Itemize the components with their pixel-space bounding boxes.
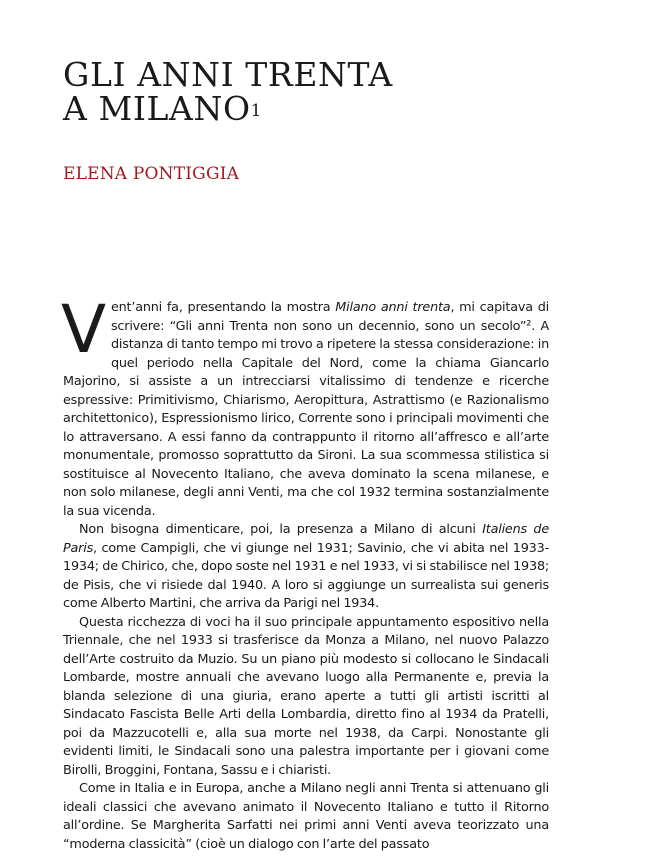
article-title	[63, 55, 483, 128]
paragraph-2-text-b: , come Campigli, che vi giunge nel 1931; Savinio, che vi abita nel 1933-1934; de Chirico, che, dopo soste nel 1931 e nel 1933, vi si stabilisce nel 1938; de Pisis, che vi risiede dal 1940. A loro si aggiunge un surrealista sui generis come Alberto Martini, che arriva da Parigi nel 1934.	[63, 540, 549, 611]
paragraph-3: Questa ricchezza di voci ha il suo principale appuntamento espositivo nella Triennale, che nel 1933 si trasferisce da Monza a Milano, nel nuovo Palazzo dell’Arte costruito da Muzio. Su un piano più modesto si collocano le Sindacali Lombarde, mostre annuali che avevano luogo alla Permanente e, previa la blanda selezione di una giuria, erano aperte a tutti gli artisti iscritti al Sindacato Fascista Belle Arti della Lombardia, diretto fino al 1934 da Pratelli, poi da Mazzucotelli e, alla sua morte nel 1938, da Carpi. Nonostante gli evidenti limiti, le Sindacali sono una palestra importante per i giovani come Birolli, Broggini, Fontana, Sassu e i chiaristi.	[63, 614, 549, 778]
footnote-ref-1[interactable]: 1	[250, 101, 262, 121]
paragraph-1-italic-title: Milano anni trenta	[335, 300, 451, 315]
title-line-2	[63, 89, 483, 128]
paragraph-2-italic-phrase: Italiens de Paris	[63, 522, 550, 556]
title-line-2-text: A MILANO	[63, 89, 251, 128]
author-name: ELENA PONTIGGIA	[63, 164, 240, 184]
article-body	[61, 291, 550, 854]
paragraph-2-text-a: Non bisogna dimenticare, poi, la presenza a Milano di alcuni	[79, 522, 483, 537]
title-line-1: GLI ANNI TRENTA	[63, 55, 393, 94]
paragraph-2	[63, 521, 549, 614]
paragraph-4: Come in Italia e in Europa, anche a Milano negli anni Trenta si attenuano gli ideali classici che avevano animato il Novecento Italiano e tutto il Ritorno all’ordine. Se Margherita Sarfatti nei primi anni Venti aveva teorizzato una “moderna classicità” (cioè un dialogo con l’arte del passato	[63, 781, 549, 852]
paragraph-1-text-b: , mi capitava di scrivere: “Gli anni Trenta non sono un decennio, sono un secolo”². A distanza di tanto tempo mi trovo a ripetere la stessa considerazione: in quel periodo nella Capitale del Nord, come la chiama Giancarlo Majorino, si assiste a un intrecciarsi vitalissimo di tendenze e ricerche espressive: Primitivismo, Chiarismo, Aeropittura, Astrattismo (e Razionalismo architettonico), Espressionismo lirico, Corrente sono i principali movimenti che lo attraversano. A essi fanno da contrappunto il ritorno all’affresco e all’arte monumentale, promosso soprattutto da Sironi. La sua scommessa stilistica si sostituisce al Novecento Italiano, che aveva dominato la scena milanese, e non solo milanese, degli anni Venti, ma che col 1932 termina sostanzialmente la sua vicenda.	[63, 300, 549, 519]
drop-cap: V	[61, 291, 106, 368]
paragraph-1	[61, 291, 549, 521]
paragraph-1-text-a: ent’anni fa, presentando la mostra	[110, 300, 336, 315]
